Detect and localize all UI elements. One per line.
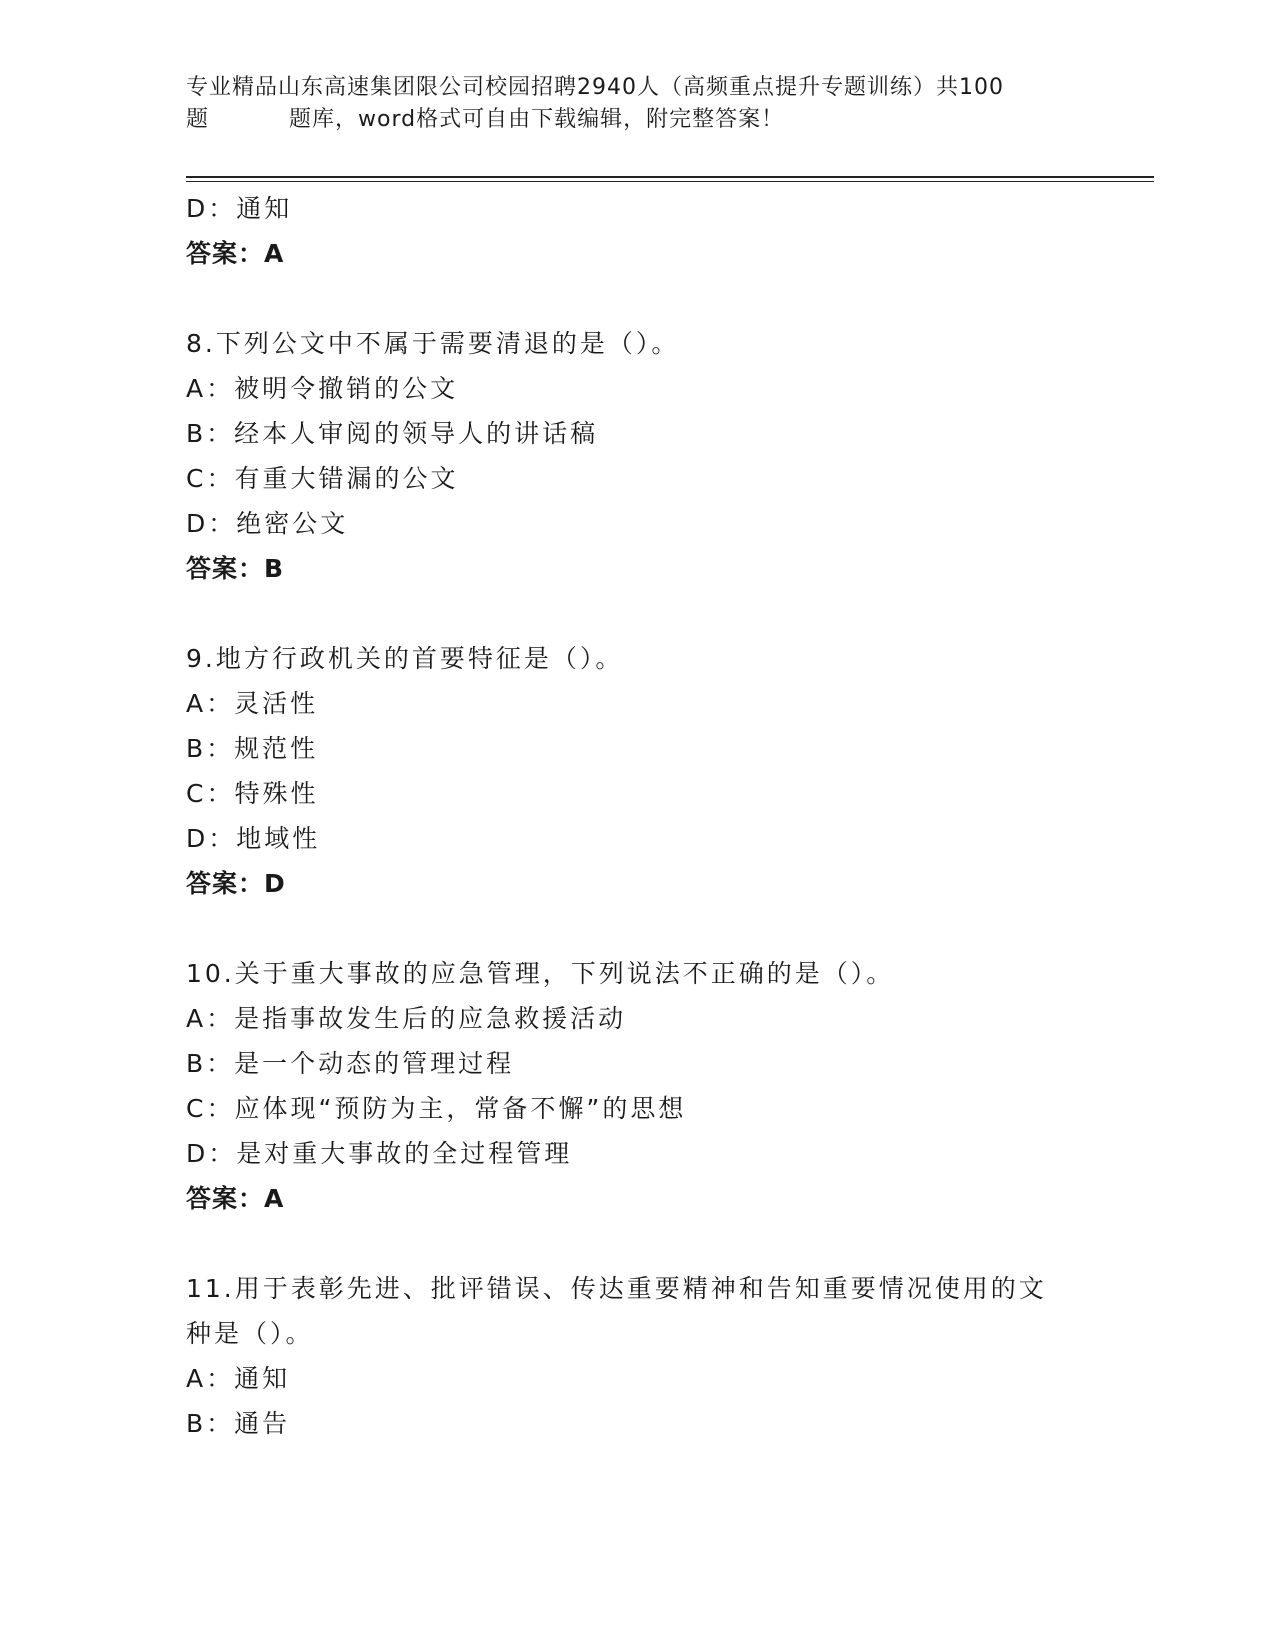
option-c: C：特殊性 bbox=[186, 779, 319, 808]
option-d: D：地域性 bbox=[186, 824, 321, 853]
option-a: A：通知 bbox=[186, 1364, 291, 1393]
question-8 bbox=[186, 321, 1086, 591]
option-c: C：有重大错漏的公文 bbox=[186, 464, 459, 493]
question-stem: 8.下列公文中不属于需要清退的是（）。 bbox=[186, 329, 680, 358]
header-title-line-1: 专业精品山东高速集团限公司校园招聘2940人（高频重点提升专题训练）共100 bbox=[186, 75, 1004, 100]
option-a: A：灵活性 bbox=[186, 689, 319, 718]
header-divider-thick bbox=[186, 176, 1154, 178]
header-title-line-2b: 题库，word格式可自由下载编辑，附完整答案！ bbox=[289, 107, 785, 132]
option-c: C：应体现“预防为主，常备不懈”的思想 bbox=[186, 1094, 687, 1123]
document-header bbox=[186, 72, 1086, 136]
option-a: A：是指事故发生后的应急救援活动 bbox=[186, 1004, 627, 1033]
header-title-line-2 bbox=[186, 104, 1086, 136]
prev-question-option-d: D：通知 bbox=[186, 194, 293, 223]
option-b: B：经本人审阅的领导人的讲话稿 bbox=[186, 419, 599, 448]
header-divider-thin bbox=[186, 181, 1154, 182]
question-10 bbox=[186, 951, 1086, 1221]
answer: 答案：B bbox=[186, 554, 285, 583]
document-body bbox=[186, 186, 1086, 1446]
question-stem-line-2: 种是（）。 bbox=[186, 1319, 314, 1348]
question-stem-line-1: 11.用于表彰先进、批评错误、传达重要精神和告知重要情况使用的文 bbox=[186, 1274, 1047, 1303]
answer: 答案：A bbox=[186, 1184, 285, 1213]
answer: 答案：D bbox=[186, 869, 286, 898]
prev-question-answer: 答案：A bbox=[186, 239, 285, 268]
option-d: D：是对重大事故的全过程管理 bbox=[186, 1139, 573, 1168]
question-11 bbox=[186, 1266, 1086, 1446]
question-stem: 9.地方行政机关的首要特征是（）。 bbox=[186, 644, 624, 673]
option-b: B：规范性 bbox=[186, 734, 319, 763]
question-stem: 10.关于重大事故的应急管理，下列说法不正确的是（）。 bbox=[186, 959, 895, 988]
option-b: B：是一个动态的管理过程 bbox=[186, 1049, 515, 1078]
header-title-line-2a: 题 bbox=[186, 107, 210, 132]
option-b: B：通告 bbox=[186, 1409, 291, 1438]
option-d: D：绝密公文 bbox=[186, 509, 349, 538]
option-a: A：被明令撤销的公文 bbox=[186, 374, 459, 403]
question-9 bbox=[186, 636, 1086, 906]
